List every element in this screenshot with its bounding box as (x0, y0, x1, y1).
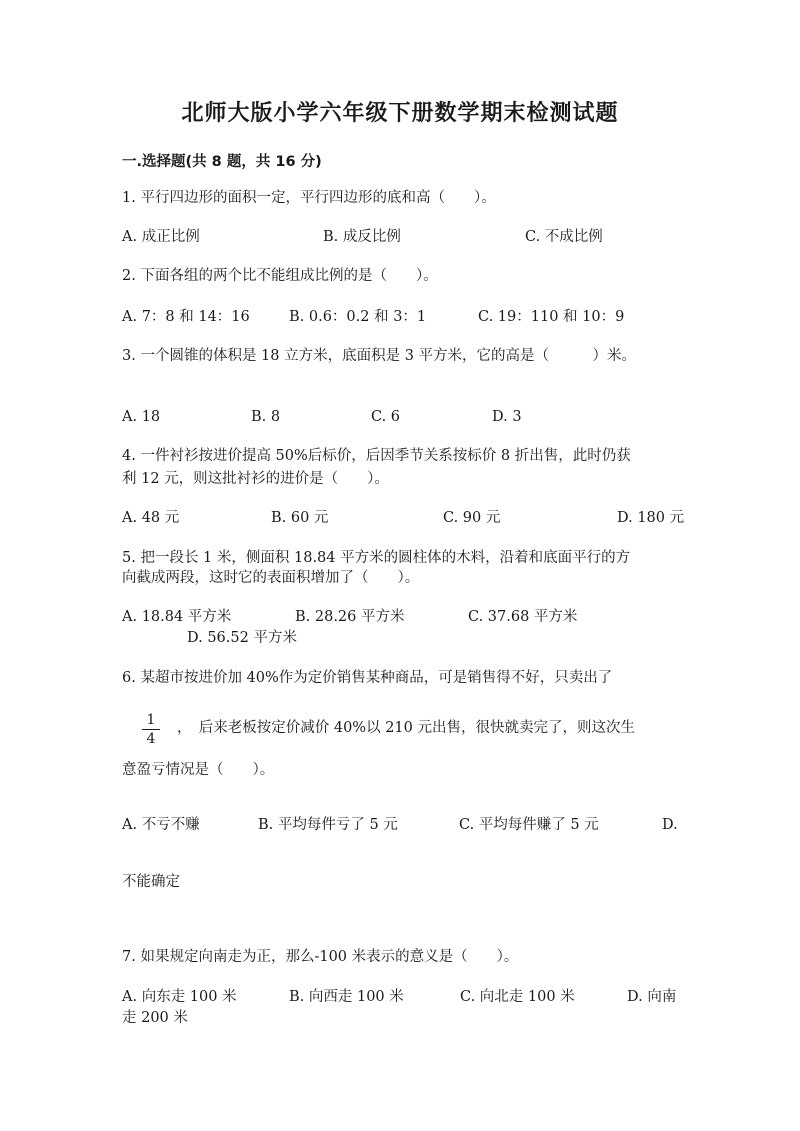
page-title: 北师大版小学六年级下册数学期末检测试题 (181, 101, 619, 126)
q4-option-d: D. 180 元 (617, 510, 685, 526)
q5-option-d: D. 56.52 平方米 (187, 630, 297, 646)
question-7-text: 7. 如果规定向南走为正，那么-100 米表示的意义是（ ）。 (122, 949, 519, 965)
question-4-text-line1: 4. 一件衬衫按进价提高 50%后标价，后因季节关系按标价 8 折出售，此时仍获 (122, 448, 631, 464)
q1-option-b: B. 成反比例 (323, 229, 401, 245)
question-6-text-line1: 6. 某超市按进价加 40%作为定价销售某种商品，可是销售得不好，只卖出了 (122, 670, 613, 686)
question-5-text-line1: 5. 把一段长 1 米，侧面积 18.84 平方米的圆柱体的木料，沿着和底面平行的方 (122, 550, 631, 566)
q1-option-a: A. 成正比例 (122, 229, 200, 245)
fraction-denominator: 4 (146, 731, 156, 747)
q3-option-d: D. 3 (492, 409, 522, 425)
q4-option-a: A. 48 元 (122, 510, 180, 526)
q7-option-b: B. 向西走 100 米 (289, 989, 404, 1005)
q5-option-c: C. 37.68 平方米 (468, 609, 578, 625)
question-5-text-line2: 向截成两段，这时它的表面积增加了（ ）。 (122, 570, 420, 586)
q4-option-c: C. 90 元 (443, 510, 501, 526)
fraction-one-quarter (140, 712, 162, 747)
question-2-text: 2. 下面各组的两个比不能组成比例的是（ ）。 (122, 268, 438, 284)
q4-option-b: B. 60 元 (271, 510, 329, 526)
q2-option-c: C. 19：110 和 10：9 (478, 309, 625, 325)
q2-option-b: B. 0.6：0.2 和 3：1 (289, 309, 427, 325)
q3-option-c: C. 6 (371, 409, 401, 425)
fraction-bar (142, 729, 160, 730)
q7-option-d-continued: 走 200 米 (122, 1010, 188, 1026)
question-3-text: 3. 一个圆锥的体积是 18 立方米，底面积是 3 平方米，它的高是（ ）米。 (122, 348, 637, 364)
q7-option-c: C. 向北走 100 米 (460, 989, 575, 1005)
q6-option-a: A. 不亏不赚 (122, 817, 200, 833)
q1-option-c: C. 不成比例 (525, 229, 603, 245)
q7-option-d: D. 向南 (627, 989, 677, 1005)
q2-option-a: A. 7：8 和 14：16 (122, 309, 250, 325)
q3-option-a: A. 18 (122, 409, 161, 425)
q5-option-a: A. 18.84 平方米 (122, 609, 232, 625)
q7-option-a: A. 向东走 100 米 (122, 989, 237, 1005)
question-1-text: 1. 平行四边形的面积一定，平行四边形的底和高（ ）。 (122, 190, 496, 206)
fraction-numerator: 1 (146, 712, 156, 728)
question-6-text-line3: 意盈亏情况是（ ）。 (122, 762, 275, 778)
question-4-text-line2: 利 12 元，则这批衬衫的进价是（ ）。 (122, 471, 389, 487)
q6-option-d: D. (662, 817, 678, 833)
section-heading: 一.选择题(共 8 题，共 16 分) (122, 154, 322, 170)
q6-option-d-continued: 不能确定 (122, 874, 180, 890)
question-6-text-line2: ， 后来老板按定价减价 40%以 210 元出售，很快就卖完了，则这次生 (177, 720, 635, 736)
q3-option-b: B. 8 (251, 409, 281, 425)
q6-option-c: C. 平均每件赚了 5 元 (459, 817, 599, 833)
q5-option-b: B. 28.26 平方米 (295, 609, 405, 625)
q6-option-b: B. 平均每件亏了 5 元 (258, 817, 398, 833)
